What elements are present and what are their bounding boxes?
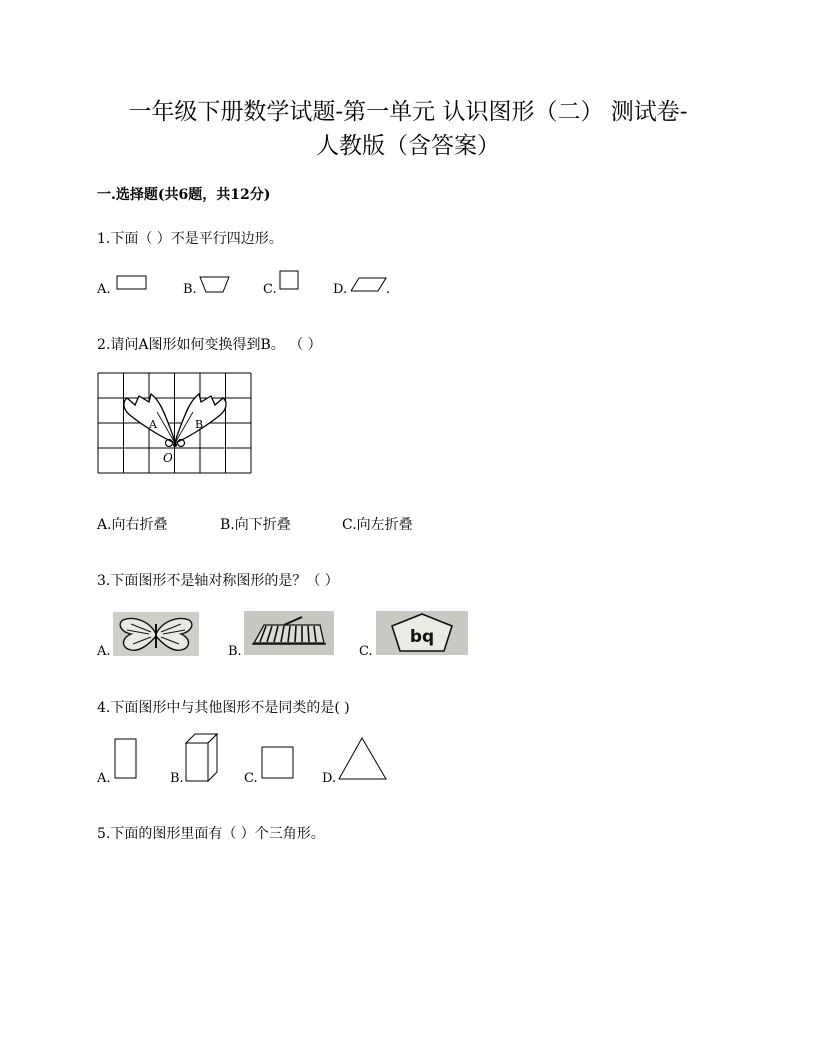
q1-option-b-label: B. (183, 282, 197, 297)
origin-label: O (163, 451, 173, 465)
q1-option-d-label: D. (333, 282, 348, 297)
page-title-line-1: 一年级下册数学试题-第一单元 认识图形（二） 测试卷- (128, 99, 688, 125)
fold-grid-figure (97, 372, 253, 476)
rectangle-icon (114, 738, 138, 780)
question-4-stem: 4.下面图形中与其他图形不是同类的是( ) (97, 700, 350, 716)
question-5-stem: 5.下面的图形里面有（ ）个三角形。 (97, 826, 325, 842)
q3-option-a-label: A. (97, 644, 111, 659)
q1-option-d-suffix: . (386, 282, 391, 297)
q2-option-a: A.向右折叠 (97, 517, 168, 533)
square-icon (279, 270, 300, 291)
question-2-stem: 2.请问A图形如何变换得到B。 （ ） (97, 337, 322, 353)
cuboid-icon (185, 733, 219, 783)
q4-option-d-label: D. (322, 771, 337, 786)
section-heading: 一.选择题(共6题，共12分) (97, 187, 271, 203)
rectangle-icon (116, 275, 148, 291)
pentagon-icon (376, 611, 468, 655)
q4-option-c-label: C. (244, 771, 258, 786)
question-3-stem: 3.下面图形不是轴对称图形的是？（ ） (97, 573, 339, 589)
petal-a-label: A (149, 418, 157, 431)
trapezoid-icon (199, 276, 231, 294)
butterfly-icon (113, 612, 199, 656)
page-title-line-2: 人教版（含答案） (316, 133, 500, 159)
q4-option-a-label: A. (97, 771, 111, 786)
pentagon-text: bq (409, 627, 435, 647)
q2-option-c: C.向左折叠 (342, 517, 413, 533)
petal-b-label: B (195, 418, 204, 431)
triangle-icon (338, 737, 388, 781)
q1-option-c-label: C. (263, 282, 277, 297)
q2-option-b: B.向下折叠 (220, 517, 291, 533)
question-1-stem: 1.下面（ ）不是平行四边形。 (97, 231, 283, 247)
q1-option-a-label: A. (97, 282, 111, 297)
q4-option-b-label: B. (170, 771, 184, 786)
q3-option-b-label: B. (228, 644, 242, 659)
broom-icon (244, 611, 334, 655)
parallelogram-icon (351, 277, 387, 293)
q3-option-c-label: C. (359, 644, 373, 659)
square-icon (261, 746, 295, 780)
